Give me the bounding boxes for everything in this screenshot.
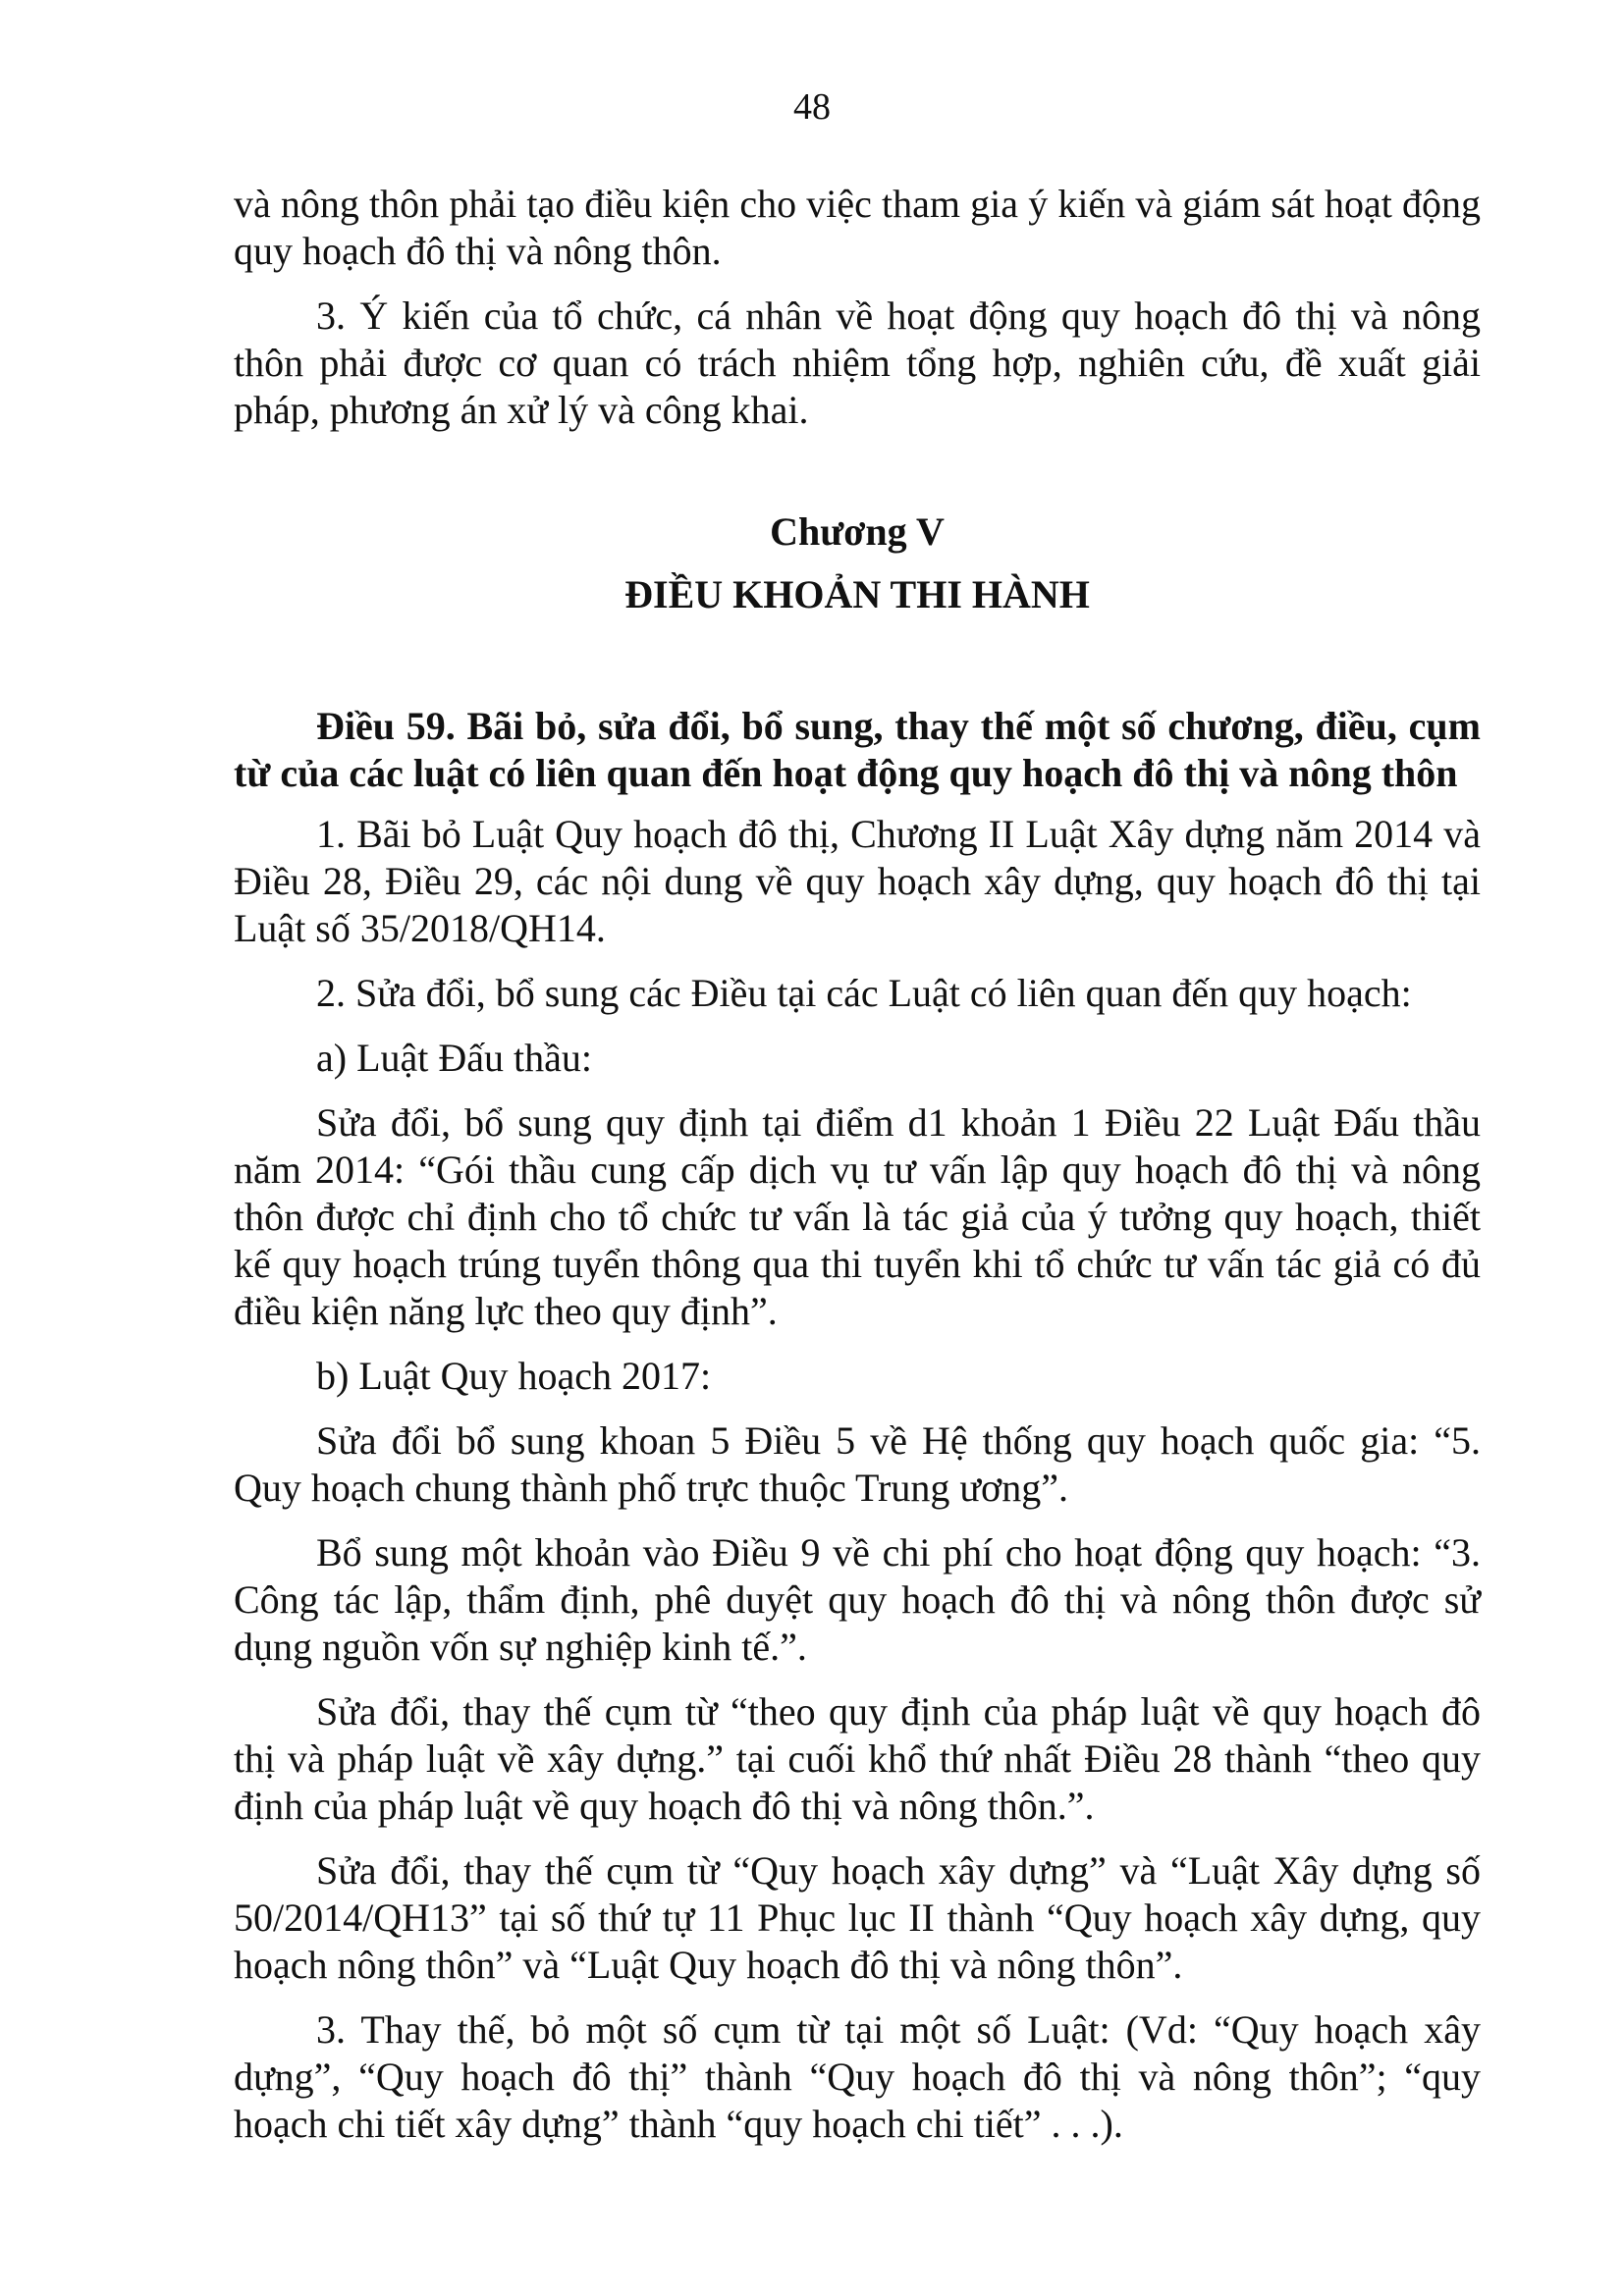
article-paragraph: Sửa đổi, thay thế cụm từ “Quy hoạch xây dựng” và “Luật Xây dựng số 50/2014/QH13” tại số thứ tự 11 Phục lục II thành “Quy hoạch xây dựng, quy hoạch nông thôn” và “Luật Quy hoạch đô thị và nông thôn”. [234,1848,1481,1987]
paragraph-item-3: 3. Ý kiến của tổ chức, cá nhân về hoạt động quy hoạch đô thị và nông thôn phải được cơ quan có trách nhiệm tổng hợp, nghiên cứu, đề xuất giải pháp, phương án xử lý và công khai. [234,294,1481,432]
chapter-label: Chương V [770,509,945,554]
article-title: Điều 59. Bãi bỏ, sửa đổi, bổ sung, thay thế một số chương, điều, cụm từ của các luật có liên quan đến hoạt động quy hoạch đô thị và nông thôn [234,704,1481,795]
article-paragraph: 3. Thay thế, bỏ một số cụm từ tại một số Luật: (Vd: “Quy hoạch xây dựng”, “Quy hoạch đô thị” thành “Quy hoạch đô thị và nông thôn”; “quy hoạch chi tiết xây dựng” thành “quy hoạch chi tiết” . . .). [234,2007,1481,2146]
article-paragraph: Sửa đổi, bổ sung quy định tại điểm d1 khoản 1 Điều 22 Luật Đấu thầu năm 2014: “Gói thầu cung cấp dịch vụ tư vấn lập quy hoạch đô thị và nông thôn được chỉ định cho tổ chức tư vấn là tác giả của ý tưởng quy hoạch, thiết kế quy hoạch trúng tuyển thông qua thi tuyển khi tổ chức tư vấn tác giả có đủ điều kiện năng lực theo quy định”. [234,1100,1481,1333]
article-paragraph: 1. Bãi bỏ Luật Quy hoạch đô thị, Chương II Luật Xây dựng năm 2014 và Điều 28, Điều 29, các nội dung về quy hoạch xây dựng, quy hoạch đô thị tại Luật số 35/2018/QH14. [234,812,1481,950]
page-number: 48 [793,86,831,128]
article-paragraph: Bổ sung một khoản vào Điều 9 về chi phí cho hoạt động quy hoạch: “3. Công tác lập, thẩm định, phê duyệt quy hoạch đô thị và nông thôn được sử dụng nguồn vốn sự nghiệp kinh tế.”. [234,1530,1481,1669]
chapter-title: ĐIỀU KHOẢN THI HÀNH [624,572,1090,616]
page-content [234,181,1481,2165]
article-paragraph: Sửa đổi bổ sung khoan 5 Điều 5 về Hệ thống quy hoạch quốc gia: “5. Quy hoạch chung thành phố trực thuộc Trung ương”. [234,1418,1481,1510]
article-paragraph: a) Luật Đấu thầu: [316,1036,592,1080]
article-paragraph: 2. Sửa đổi, bổ sung các Điều tại các Luật có liên quan đến quy hoạch: [316,971,1412,1015]
article-paragraph: b) Luật Quy hoạch 2017: [316,1354,712,1398]
article-paragraph: Sửa đổi, thay thế cụm từ “theo quy định của pháp luật về quy hoạch đô thị và pháp luật về xây dựng.” tại cuối khổ thứ nhất Điều 28 thành “theo quy định của pháp luật về quy hoạch đô thị và nông thôn.”. [234,1689,1481,1828]
paragraph-continuation: và nông thôn phải tạo điều kiện cho việc tham gia ý kiến và giám sát hoạt động quy hoạch đô thị và nông thôn. [234,182,1481,273]
